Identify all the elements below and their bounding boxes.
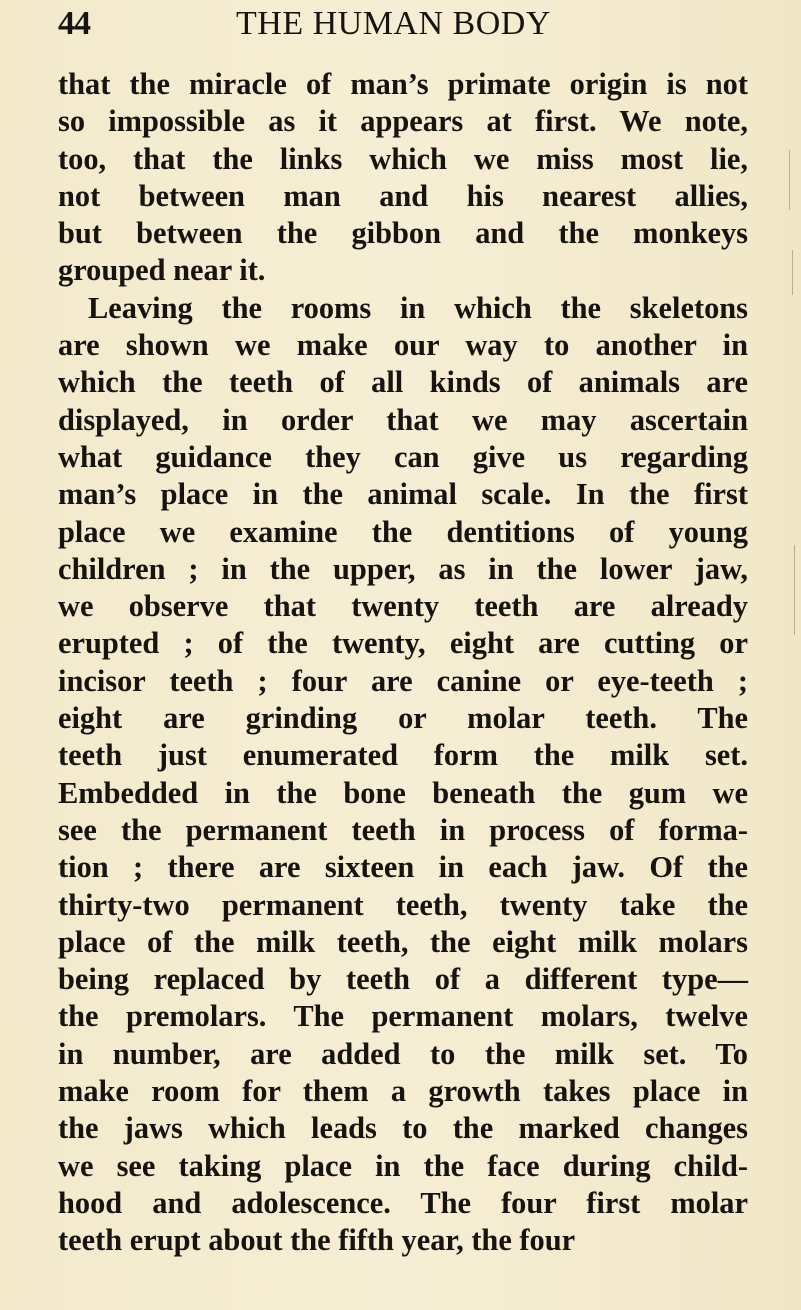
- text-line: the premolars. The permanent molars, twelve: [58, 999, 748, 1034]
- text-line: thirty-two permanent teeth, twenty take the: [58, 887, 748, 922]
- text-line: but between the gibbon and the monkeys: [58, 216, 748, 251]
- text-line: too, that the links which we miss most lie,: [58, 141, 748, 176]
- text-line: are shown we make our way to another in: [58, 328, 748, 363]
- text-line: not between man and his nearest allies,: [58, 178, 748, 213]
- paragraph-start-line: Leaving the rooms in which the skeletons: [88, 290, 748, 325]
- text-line: place of the milk teeth, the eight milk molars: [58, 924, 748, 959]
- page-edge-mark: [794, 545, 795, 635]
- text-line: teeth just enumerated form the milk set.: [58, 738, 748, 773]
- text-line: what guidance they can give us regarding: [58, 439, 748, 474]
- body-text: [58, 66, 748, 1260]
- page-edge-mark: [792, 250, 793, 295]
- text-line: erupted ; of the twenty, eight are cutting or: [58, 626, 748, 661]
- text-line: eight are grinding or molar teeth. The: [58, 701, 748, 736]
- text-line: the jaws which leads to the marked changes: [58, 1111, 748, 1146]
- text-line: in number, are added to the milk set. To: [58, 1036, 748, 1071]
- text-line: Embedded in the bone beneath the gum we: [58, 775, 748, 810]
- text-line: place we examine the dentitions of young: [58, 514, 748, 549]
- text-line: see the permanent teeth in process of forma-: [58, 812, 748, 847]
- running-title: THE HUMAN BODY: [236, 5, 551, 42]
- page-edge-mark: [789, 150, 790, 210]
- text-line: tion ; there are sixteen in each jaw. Of the: [58, 850, 748, 885]
- text-line: children ; in the upper, as in the lower jaw,: [58, 551, 748, 586]
- text-line: that the miracle of man’s primate origin is not: [58, 67, 748, 101]
- page-number: 44: [58, 5, 90, 42]
- text-line: hood and adolescence. The four first molar: [58, 1185, 748, 1220]
- text-line: make room for them a growth takes place in: [58, 1074, 748, 1109]
- running-head: [58, 4, 758, 44]
- text-line: so impossible as it appears at first. We note,: [58, 104, 748, 139]
- text-line: we see taking place in the face during child-: [58, 1148, 748, 1183]
- text-line: teeth erupt about the fifth year, the four: [58, 1223, 576, 1258]
- paragraph-end-line: grouped near it.: [58, 253, 266, 288]
- text-line: which the teeth of all kinds of animals are: [58, 365, 748, 400]
- text-line: we observe that twenty teeth are already: [58, 589, 748, 624]
- text-line: displayed, in order that we may ascertain: [58, 402, 748, 437]
- text-line: being replaced by teeth of a different type—: [58, 962, 748, 997]
- text-line: man’s place in the animal scale. In the first: [58, 477, 748, 512]
- text-line: incisor teeth ; four are canine or eye-teeth ;: [58, 663, 748, 698]
